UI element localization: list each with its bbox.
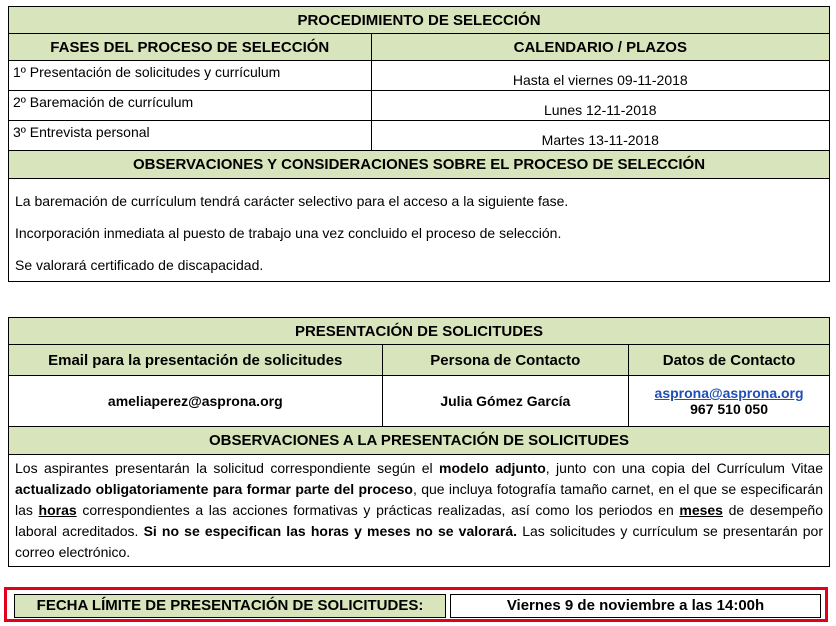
observacion-line: Se valorará certificado de discapacidad. bbox=[15, 257, 264, 273]
observaciones-proceso-title: OBSERVACIONES Y CONSIDERACIONES SOBRE EL PROCESO DE SELECCIÓN bbox=[9, 151, 830, 179]
contact-phone: 967 510 050 bbox=[690, 401, 768, 417]
fecha-limite-value: Viernes 9 de noviembre a las 14:00h bbox=[450, 594, 821, 618]
observacion-line: Incorporación inmediata al puesto de trabajo una vez concluido el proceso de selección. bbox=[15, 225, 562, 241]
text-run-bold-underline: horas bbox=[38, 502, 77, 518]
persona-header: Persona de Contacto bbox=[382, 345, 629, 376]
presentacion-table bbox=[8, 317, 830, 567]
text-run-bold: actualizado obligatoriamente para formar parte del proceso bbox=[15, 481, 413, 497]
fase-cell: 1º Presentación de solicitudes y currículum bbox=[9, 61, 372, 91]
text-run: de desempeño laboral acreditados. bbox=[15, 502, 823, 539]
table-row bbox=[9, 91, 830, 121]
text-run: , que incluya fotografía tamaño carnet, en el que se especificarán las bbox=[15, 481, 823, 518]
datos-header: Datos de Contacto bbox=[629, 345, 830, 376]
contact-email-link[interactable]: asprona@asprona.org bbox=[654, 385, 804, 401]
observaciones-presentacion-title: OBSERVACIONES A LA PRESENTACIÓN DE SOLICITUDES bbox=[9, 427, 830, 455]
fecha-limite-box bbox=[4, 587, 828, 622]
email-cell: ameliaperez@asprona.org bbox=[9, 376, 383, 427]
persona-cell: Julia Gómez García bbox=[382, 376, 629, 427]
text-run: Las solicitudes y currículum se presentarán por correo electrónico. bbox=[15, 523, 824, 560]
plazo-cell: Martes 13-11-2018 bbox=[371, 121, 829, 151]
text-run-bold: Si no se especifican las horas y meses no se valorará. bbox=[143, 523, 518, 539]
text-run-bold: modelo adjunto bbox=[439, 460, 546, 476]
text-run: , junto con una copia del Currículum Vitae bbox=[545, 460, 824, 476]
text-run: Los aspirantes presentarán la solicitud correspondiente según el bbox=[15, 460, 440, 476]
table-row bbox=[9, 121, 830, 151]
plazo-cell: Hasta el viernes 09-11-2018 bbox=[371, 61, 829, 91]
observaciones-paragraph bbox=[9, 455, 829, 566]
procedimiento-table bbox=[8, 6, 830, 282]
text-run: correspondientes a las acciones formativas y prácticas realizadas, así como los periodos en bbox=[76, 502, 680, 518]
text-run-bold-underline: meses bbox=[679, 502, 723, 518]
datos-cell bbox=[629, 376, 830, 427]
fase-cell: 2º Baremación de currículum bbox=[9, 91, 372, 121]
table-row bbox=[9, 61, 830, 91]
fase-cell: 3º Entrevista personal bbox=[9, 121, 372, 151]
plazo-cell: Lunes 12-11-2018 bbox=[371, 91, 829, 121]
observaciones-proceso-body bbox=[9, 179, 830, 282]
calendario-header: CALENDARIO / PLAZOS bbox=[371, 34, 829, 61]
observaciones-presentacion-body bbox=[9, 455, 830, 567]
table-row bbox=[9, 376, 830, 427]
procedimiento-title: PROCEDIMIENTO DE SELECCIÓN bbox=[9, 7, 830, 34]
email-header: Email para la presentación de solicitudes bbox=[9, 345, 383, 376]
observacion-line: La baremación de currículum tendrá carácter selectivo para el acceso a la siguiente fase. bbox=[15, 193, 569, 209]
presentacion-title: PRESENTACIÓN DE SOLICITUDES bbox=[9, 318, 830, 345]
fecha-limite-label: FECHA LÍMITE DE PRESENTACIÓN DE SOLICITUDES: bbox=[14, 594, 446, 618]
fases-header: FASES DEL PROCESO DE SELECCIÓN bbox=[9, 34, 372, 61]
